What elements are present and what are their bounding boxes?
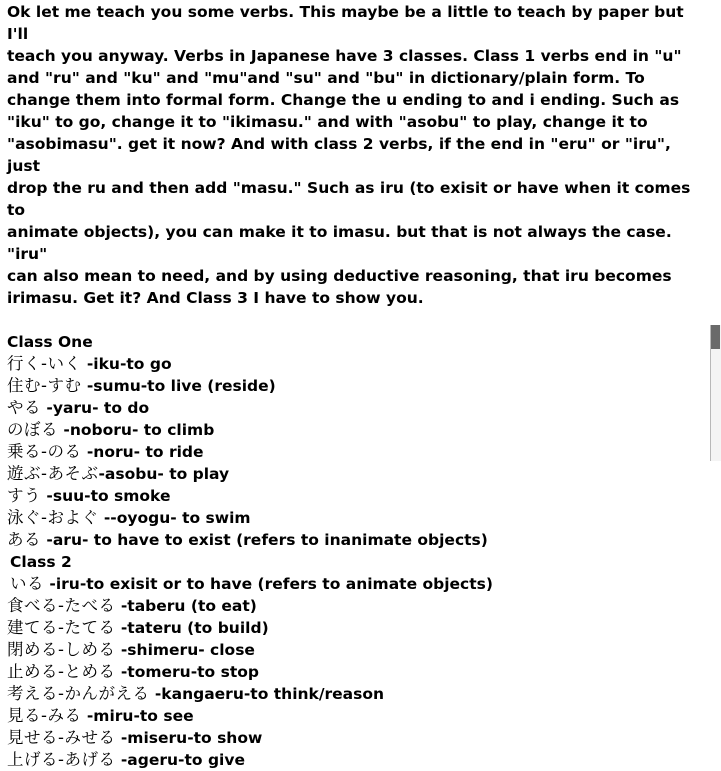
verb-romaji-meaning: -tomeru-to stop [120,663,259,681]
verb-entry [7,419,707,441]
verb-romaji-meaning: --oyogu- to swim [103,509,251,527]
verb-romaji-meaning: -noru- to ride [86,443,204,461]
verb-japanese: 建てる-たてる [7,618,116,637]
verb-entry [7,639,707,661]
verb-japanese: 閉める-しめる [7,640,116,659]
verb-romaji-meaning: -iku-to go [86,355,172,373]
verb-entry [7,683,707,705]
verb-romaji-meaning: -kangaeru-to think/reason [154,685,385,703]
verb-entry [7,749,707,771]
verb-japanese: 止める-とめる [7,662,116,681]
verb-entry [7,727,707,749]
class-two-list [7,573,707,771]
document-body [7,1,707,771]
verb-japanese: ある [7,530,41,549]
verb-entry [7,617,707,639]
verb-romaji-meaning: -miseru-to show [120,729,263,747]
verb-japanese: いる [10,574,44,593]
verb-romaji-meaning: -miru-to see [86,707,194,725]
verb-japanese: 見る-みる [7,706,82,725]
verb-japanese: 乗る-のる [7,442,82,461]
verb-romaji-meaning: -noboru- to climb [63,421,215,439]
verb-japanese: 泳ぐ-およぐ [7,508,99,527]
verb-entry [7,705,707,727]
verb-entry [7,595,707,617]
verb-japanese: すう [7,486,41,505]
class-one-list [7,353,707,551]
intro-paragraph: Ok let me teach you some verbs. This maybe be a little to teach by paper but I'll teach you anyway. Verbs in Japanese have 3 classes. Class 1 verbs end in "u" and "ru" and "ku" and "mu"and "su" and "bu" in dictionary/plain form. To change them into formal form. Change the u ending to and i ending. Such as "iku" to go, change it to "ikimasu." and with "asobu" to play, change it to "asobimasu". get it now? And with class 2 verbs, if the end in "eru" or "iru", just drop the ru and then add "masu." Such as iru (to exisit or have when it comes to animate objects), you can make it to imasu. but that is not always the case. "iru" can also mean to need, and by using deductive reasoning, that iru becomes irimasu. Get it? And Class 3 I have to show you. [7,3,691,307]
verb-japanese: 考える-かんがえる [7,684,150,703]
verb-japanese: のぼる [7,420,58,439]
verb-japanese: 見せる-みせる [7,728,116,747]
verb-japanese: 上げる-あげる [7,750,116,769]
verb-romaji-meaning: -suu-to smoke [46,487,171,505]
verb-japanese: 食べる-たべる [7,596,116,615]
verb-entry [7,485,707,507]
class-two-heading: Class 2 [10,553,72,571]
verb-entry [7,573,707,595]
blank-line [7,309,707,331]
scrollbar-thumb[interactable] [711,325,720,349]
verb-entry [7,353,707,375]
verb-japanese: 行く-いく [7,354,82,373]
verb-romaji-meaning: -asobu- to play [98,465,230,483]
verb-romaji-meaning: -sumu-to live (reside) [86,377,276,395]
verb-entry [7,375,707,397]
verb-japanese: やる [7,398,41,417]
verb-japanese: 住む-すむ [7,376,82,395]
verb-entry [7,661,707,683]
verb-romaji-meaning: -taberu (to eat) [120,597,257,615]
verb-entry [7,463,707,485]
verb-entry [7,529,707,551]
verb-romaji-meaning: -aru- to have to exist (refers to inanimate objects) [46,531,488,549]
verb-romaji-meaning: -iru-to exisit or to have (refers to animate objects) [49,575,493,593]
verb-romaji-meaning: -yaru- to do [46,399,150,417]
verb-entry [7,507,707,529]
verb-japanese: 遊ぶ-あそぶ [7,464,99,483]
verb-romaji-meaning: -shimeru- close [120,641,255,659]
class-one-heading: Class One [7,333,93,351]
verb-entry [7,441,707,463]
verb-entry [7,397,707,419]
verb-romaji-meaning: -tateru (to build) [120,619,269,637]
verb-romaji-meaning: -ageru-to give [120,751,245,769]
